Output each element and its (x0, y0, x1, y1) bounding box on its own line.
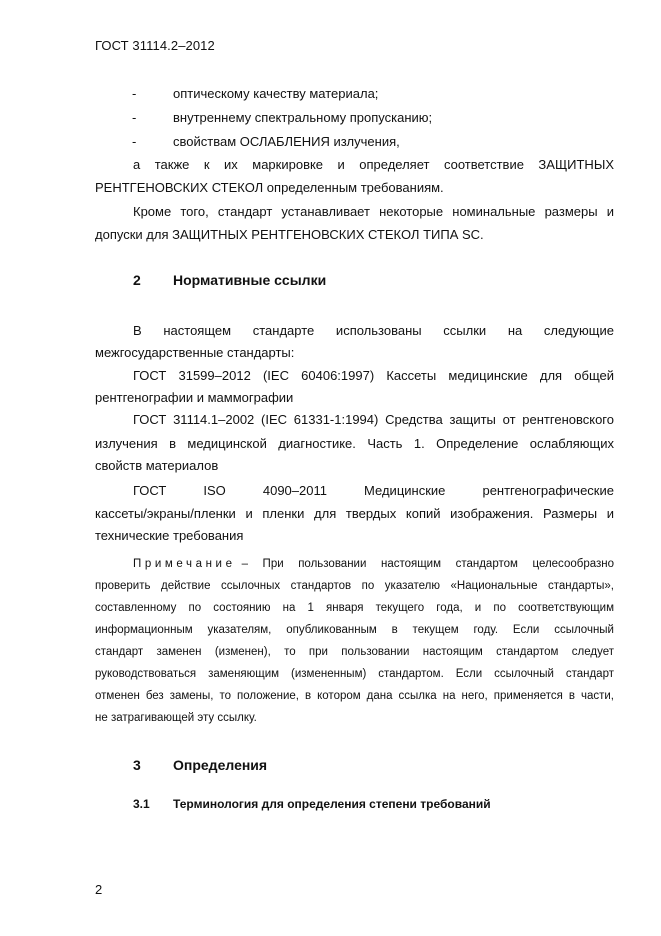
paragraph-line: В настоящем стандарте использованы ссылки на следующие (133, 323, 614, 338)
reference-line: излучения в медицинской диагностике. Часть 1. Определение ослабляющих (95, 436, 614, 451)
note-line: руководствоваться заменяющим (измененным) стандартом. Если ссылочный стандарт (95, 668, 614, 680)
paragraph-line: Кроме того, стандарт устанавливает некоторые номинальные размеры и (133, 204, 614, 219)
paragraph-line: межгосударственные стандарты: (95, 345, 295, 360)
note-line: отменен без замены, то положение, в котором дана ссылка на него, применяется в части, (95, 690, 614, 702)
section-title-normative-references: Нормативные ссылки (173, 272, 327, 288)
reference-line: ГОСТ 31599–2012 (IEC 60406:1997) Кассеты медицинские для общей (133, 368, 614, 383)
subsection-number: 3.1 (133, 797, 150, 811)
section-title-definitions: Определения (173, 757, 268, 773)
bullet-dash: - (132, 134, 137, 149)
bullet-item-optical-quality: оптическому качеству материала; (173, 86, 379, 101)
note-line: составленному по состоянию на 1 января текущего года, и по соответствующим (95, 602, 614, 614)
reference-line: ГОСТ 31114.1–2002 (IEC 61331-1:1994) Средства защиты от рентгеновского (133, 412, 614, 427)
paragraph-line: допуски для ЗАЩИТНЫХ РЕНТГЕНОВСКИХ СТЕКОЛ ТИПА SC. (95, 227, 484, 242)
reference-line: кассеты/экраны/пленки и пленки для твердых копий изображения. Размеры и (95, 506, 614, 521)
bullet-item-spectral-transmission: внутреннему спектральному пропусканию; (173, 110, 433, 125)
section-number: 3 (133, 757, 141, 773)
note-line: проверить действие ссылочных стандартов по указателю «Национальные стандарты», (95, 580, 614, 592)
reference-line: свойств материалов (95, 458, 219, 473)
subsection-title-terminology: Терминология для определения степени требований (173, 797, 491, 811)
section-number: 2 (133, 272, 141, 288)
reference-line: технические требования (95, 528, 244, 543)
page-number: 2 (95, 882, 103, 897)
note-label: Примечание (133, 558, 236, 570)
note-line: стандарт заменен (изменен), то при пользовании настоящим стандартом следует (95, 646, 614, 658)
paragraph-line: РЕНТГЕНОВСКИХ СТЕКОЛ определенным требованиям. (95, 180, 444, 195)
reference-line: ГОСТ ISO 4090–2011 Медицинские рентгенографические (133, 483, 614, 498)
note-line: не затрагивающей эту ссылку. (95, 712, 257, 724)
document-code-header: ГОСТ 31114.2–2012 (95, 38, 215, 53)
bullet-dash: - (132, 110, 137, 125)
reference-line: рентгенографии и маммографии (95, 390, 294, 405)
note-line: информационным указателям, опубликованным в текущем году. Если ссылочный (95, 624, 614, 636)
note-text: – При пользовании настоящим стандартом целесообразно (241, 558, 614, 570)
paragraph-line: а также к их маркировке и определяет соответствие ЗАЩИТНЫХ (133, 157, 614, 172)
bullet-item-attenuation: свойствам ОСЛАБЛЕНИЯ излучения, (173, 134, 400, 149)
note-line-first (133, 556, 614, 573)
bullet-dash: - (132, 86, 137, 101)
